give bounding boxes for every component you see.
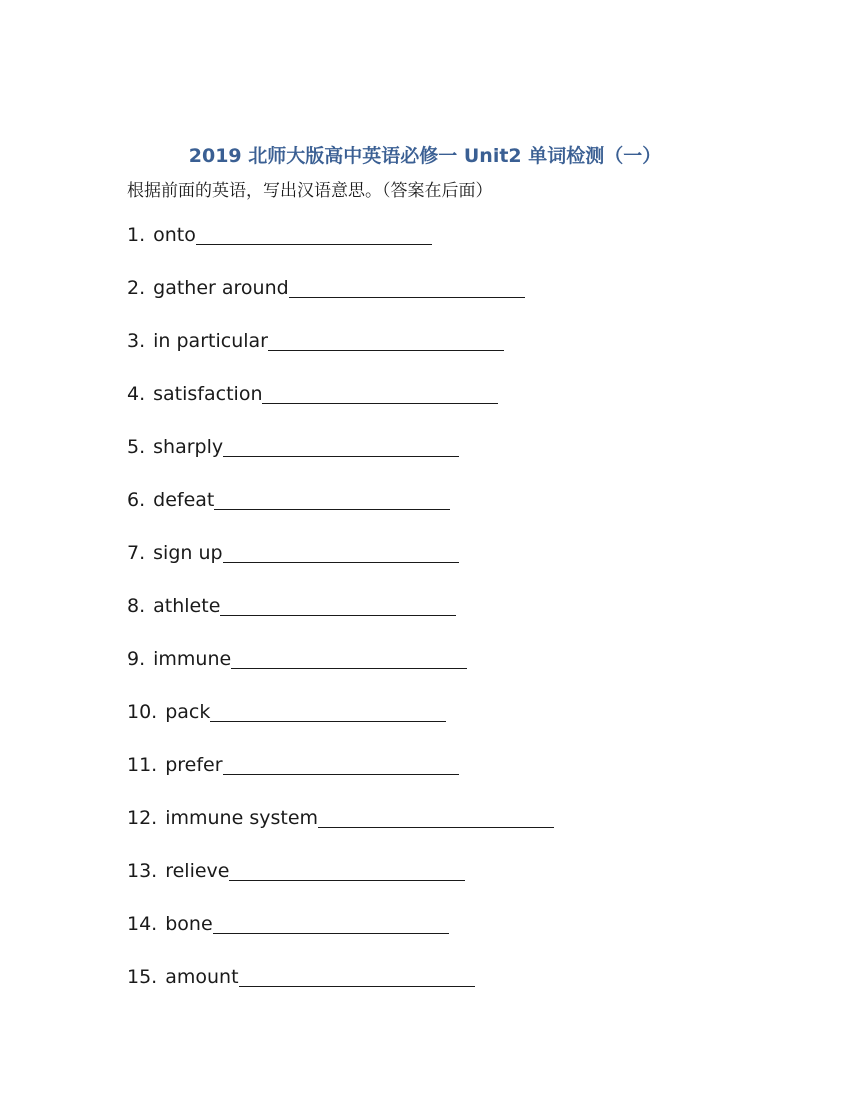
answer-blank bbox=[223, 542, 459, 563]
item-number: 4. bbox=[127, 383, 146, 405]
item-word: onto bbox=[153, 224, 196, 246]
item-word: sharply bbox=[153, 436, 224, 458]
list-item bbox=[127, 648, 554, 701]
item-word: defeat bbox=[153, 489, 215, 511]
list-item bbox=[127, 542, 554, 595]
item-word: athlete bbox=[153, 595, 221, 617]
item-word: pack bbox=[165, 701, 211, 723]
list-item bbox=[127, 489, 554, 542]
answer-blank bbox=[223, 754, 459, 775]
item-word: immune bbox=[153, 648, 232, 670]
item-word: bone bbox=[165, 913, 213, 935]
item-number: 12. bbox=[127, 807, 158, 829]
item-number: 14. bbox=[127, 913, 158, 935]
item-number: 13. bbox=[127, 860, 158, 882]
list-item bbox=[127, 330, 554, 383]
answer-blank bbox=[210, 701, 446, 722]
list-item bbox=[127, 754, 554, 807]
item-number: 2. bbox=[127, 277, 146, 299]
answer-blank bbox=[262, 383, 498, 404]
item-word: prefer bbox=[165, 754, 223, 776]
answer-blank bbox=[220, 595, 456, 616]
answer-blank bbox=[289, 277, 525, 298]
item-number: 9. bbox=[127, 648, 146, 670]
item-word: gather around bbox=[153, 277, 289, 299]
list-item bbox=[127, 224, 554, 277]
list-item bbox=[127, 595, 554, 648]
answer-blank bbox=[229, 860, 465, 881]
item-word: immune system bbox=[165, 807, 319, 829]
answer-blank bbox=[214, 489, 450, 510]
list-item bbox=[127, 701, 554, 754]
item-number: 3. bbox=[127, 330, 146, 352]
item-number: 8. bbox=[127, 595, 146, 617]
answer-blank bbox=[223, 436, 459, 457]
answer-blank bbox=[231, 648, 467, 669]
item-number: 6. bbox=[127, 489, 146, 511]
answer-blank bbox=[239, 966, 475, 987]
item-number: 10. bbox=[127, 701, 158, 723]
list-item bbox=[127, 383, 554, 436]
list-item bbox=[127, 277, 554, 330]
worksheet-title: 2019 北师大版高中英语必修一 Unit2 单词检测（一） bbox=[188, 145, 662, 167]
item-word: in particular bbox=[153, 330, 268, 352]
list-item bbox=[127, 807, 554, 860]
item-word: satisfaction bbox=[153, 383, 263, 405]
list-item bbox=[127, 913, 554, 966]
item-word: amount bbox=[165, 966, 239, 988]
vocabulary-list bbox=[127, 224, 554, 1019]
answer-blank bbox=[213, 913, 449, 934]
item-number: 15. bbox=[127, 966, 158, 988]
answer-blank bbox=[196, 224, 432, 245]
answer-blank bbox=[318, 807, 554, 828]
item-number: 11. bbox=[127, 754, 158, 776]
list-item bbox=[127, 436, 554, 489]
answer-blank bbox=[268, 330, 504, 351]
item-word: sign up bbox=[153, 542, 223, 564]
list-item bbox=[127, 966, 554, 1019]
item-number: 5. bbox=[127, 436, 146, 458]
instructions-text: 根据前面的英语，写出汉语意思。（答案在后面） bbox=[127, 181, 493, 201]
item-number: 7. bbox=[127, 542, 146, 564]
item-word: relieve bbox=[165, 860, 230, 882]
list-item bbox=[127, 860, 554, 913]
item-number: 1. bbox=[127, 224, 146, 246]
